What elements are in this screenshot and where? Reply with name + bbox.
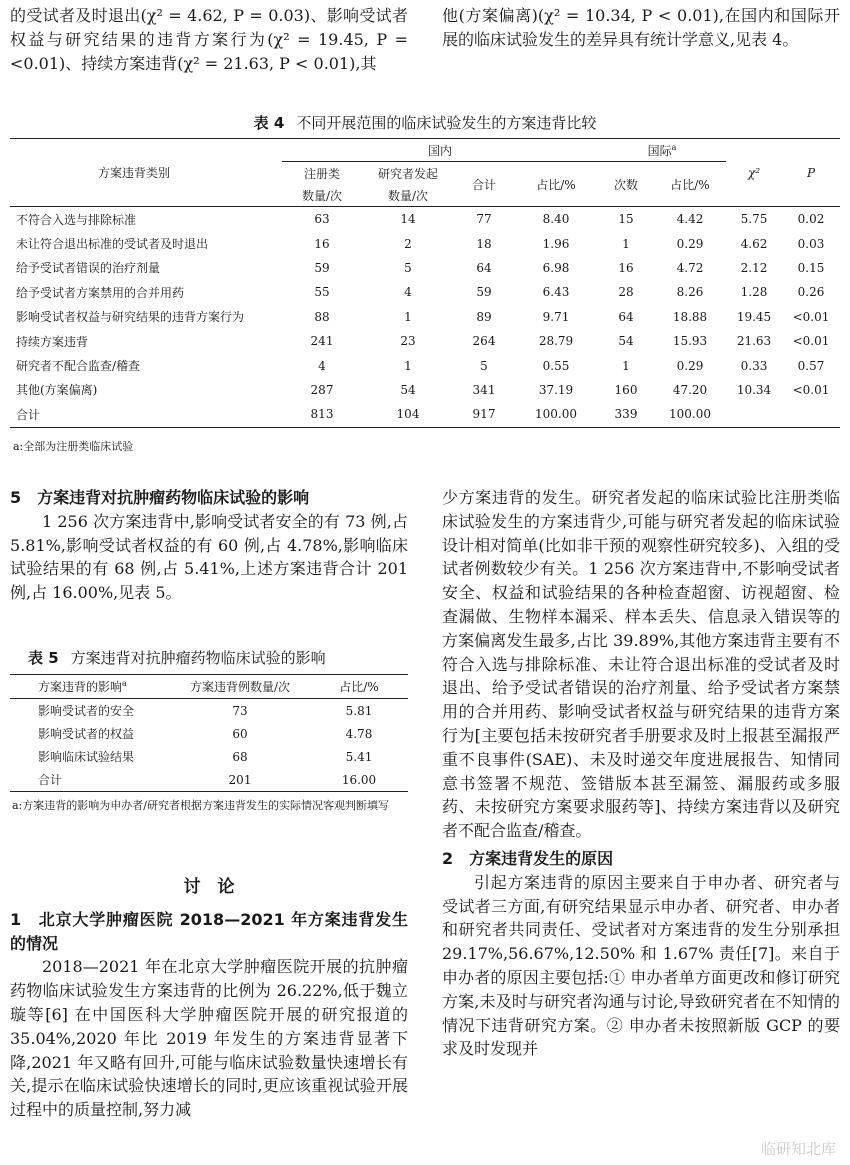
table4-cell: 5 <box>404 260 412 275</box>
table4-cell: 54 <box>400 382 416 397</box>
table4-row-label: 给予受试者错误的治疗剂量 <box>16 261 161 276</box>
discussion-paragraph-1: 2018—2021 年在北京大学肿瘤医院开展的抗肿瘤药物临床试验发生方案违背的比例为 26.22%,低于魏立璇等[6] 在中国医科大学肿瘤医院开展的研究报道的 35.04%,2020 年比 2019 年发生的方案违背显著下降,2021 年又略有回升,可能与临床试验数量快速增长有关,提示在临床试验快速增长的同时,更应该重视试验开展过程中的质量控制,努力减 <box>10 957 408 1120</box>
table4-cell: 47.20 <box>672 382 708 397</box>
table4-cell: 100.00 <box>514 402 598 427</box>
table4-cell: 0.15 <box>797 260 825 275</box>
table4-cell: 37.19 <box>538 382 574 397</box>
right-heading-2: 2 方案违背发生的原因 <box>442 848 614 868</box>
table4-cell: 287 <box>310 382 334 397</box>
table4-cell: 341 <box>472 382 496 397</box>
table5-cell: 68 <box>232 749 248 764</box>
right-paragraph-1: 少方案违背的发生。研究者发起的临床试验比注册类临床试验发生的方案违背少,可能与研究者发起的临床试验设计相对简单(比如非干预的观察性研究较多)、入组的受试者例数较少有关。1 256 次方案违背中,不影响受试者安全、权益和试验结果的各种检查超窗、访视超窗、检查漏做、生物样本漏采、样本丢失、信息录入错误等的方案偏离发生最多,占比 39.89%,其他方案违背主要有不符合入选与排除标准、未让符合退出标准的受试者及时退出、给予受试者错误的治疗剂量、给予受试者方案禁用的合并用药、影响受试者权益与研究结果的违背方案行为[主要包括未按研究者手册要求及时上报甚至漏报严重不良事件(SAE)、未及时递交年度进展报告、知情同意书签署不规范、签错版本甚至漏签、漏服药或多服药、未按研究方案要求服药等]、持续方案违背以及研究者不配合监查/稽查。 <box>442 488 840 841</box>
discussion-title: 讨 论 <box>183 877 235 897</box>
table4-header-total: 合计 <box>454 162 514 207</box>
right-column-lower <box>442 486 840 1061</box>
watermark-logo: 临研知北库 <box>760 1140 836 1158</box>
table5 <box>10 674 408 792</box>
table4-header-category: 方案违背类别 <box>10 139 282 207</box>
table4-cell: 18.88 <box>672 309 708 324</box>
table4-cell: 59 <box>476 285 492 300</box>
table4-cell: 1 <box>622 358 630 373</box>
table4-cell: 4 <box>318 358 326 373</box>
table4-cell: 1.96 <box>542 236 570 251</box>
table4-row-label: 不符合入选与排除标准 <box>16 212 137 227</box>
table4-cell: 64 <box>618 309 634 324</box>
table4-cell <box>726 402 782 427</box>
table4-cell: 18 <box>476 236 492 251</box>
table4-cell: 0.26 <box>797 285 825 300</box>
table4-row <box>10 280 840 304</box>
table5-row <box>10 768 408 792</box>
table4-cell: 160 <box>614 382 638 397</box>
table4-cell: <0.01 <box>792 334 830 349</box>
table4-header-reg-2: 数量/次 <box>282 184 362 207</box>
table4-cell: 89 <box>476 309 492 324</box>
table5-cell: 201 <box>170 768 310 792</box>
table4-cell: 339 <box>598 402 654 427</box>
table4-label: 表 4 <box>253 114 285 132</box>
table4-row <box>10 231 840 255</box>
table4-cell: 64 <box>476 260 492 275</box>
table5-cell: 5.81 <box>345 703 373 718</box>
table4-cell: 1 <box>404 358 412 373</box>
table4-cell: 23 <box>400 334 416 349</box>
table4-row <box>10 378 840 402</box>
table4-cell: 55 <box>314 285 330 300</box>
table5-row <box>10 745 408 768</box>
table4-cell: 59 <box>314 260 330 275</box>
table4-cell: 6.98 <box>542 260 570 275</box>
table4-cell: 4.42 <box>676 212 704 227</box>
table5-row-label: 影响临床试验结果 <box>38 750 135 764</box>
table5-cell: 4.78 <box>345 726 373 741</box>
table4-cell: 10.34 <box>736 382 772 397</box>
table4-cell: 1.28 <box>740 285 768 300</box>
table4-cell: 5.75 <box>740 212 768 227</box>
table5-header-pct: 占比/% <box>310 675 408 699</box>
table4-cell: 54 <box>618 334 634 349</box>
discussion-block <box>10 876 408 1122</box>
table4-row <box>10 329 840 353</box>
table4-caption <box>0 112 850 133</box>
table4-row-label: 合计 <box>10 402 282 427</box>
section5-heading: 5 方案违背对抗肿瘤药物临床试验的影响 <box>10 488 310 507</box>
table4-cell <box>782 402 840 427</box>
table4-cell: 5 <box>480 358 488 373</box>
table5-footnote: a:方案违背的影响为申办者/研究者根据方案违背发生的实际情况客观判断填写 <box>12 799 389 812</box>
table4-cell: 0.57 <box>797 358 825 373</box>
table5-cell: 16.00 <box>310 768 408 792</box>
table4-cell: 19.45 <box>736 309 772 324</box>
table4-header-intl-count: 次数 <box>598 162 654 207</box>
table4-row <box>10 207 840 232</box>
table4-row <box>10 256 840 280</box>
table5-caption <box>28 647 326 668</box>
table4-cell: 0.02 <box>797 212 825 227</box>
table4-header-intl-pct: 占比/% <box>654 162 726 207</box>
table4-row <box>10 353 840 377</box>
top-right-paragraph: 他(方案偏离)(χ² = 10.34, P < 0.01),在国内和国际开展的临床试验发生的差异具有统计学意义,见表 4。 <box>442 6 840 49</box>
table4-cell: 1 <box>404 309 412 324</box>
table4-cell: 15.93 <box>672 334 708 349</box>
table5-row <box>10 699 408 723</box>
table4-cell: 241 <box>310 334 334 349</box>
table4-cell: 813 <box>282 402 362 427</box>
table4-cell: 8.40 <box>542 212 570 227</box>
table4-header-international: 国际$^a$ <box>598 139 726 162</box>
discussion-heading-1: 1 北京大学肿瘤医院 2018—2021 年方案违背发生的情况 <box>10 909 408 953</box>
top-left-column <box>10 4 408 75</box>
table4-row-label: 研究者不配合监查/稽查 <box>16 359 141 374</box>
table4-cell: <0.01 <box>792 382 830 397</box>
table4-cell: 15 <box>618 212 634 227</box>
table4-cell: 2.12 <box>740 260 768 275</box>
table4-cell: 4 <box>404 285 412 300</box>
table4-row-label: 给予受试者方案禁用的合并用药 <box>16 285 185 300</box>
section5-body: 1 256 次方案违背中,影响受试者安全的有 73 例,占 5.81%,影响受试者权益的有 60 例,占 4.78%,影响临床试验结果的有 68 例,占 5.41%,上述方案违背合计 201 例,占 16.00%,见表 5。 <box>10 511 408 603</box>
table4-row-label: 持续方案违背 <box>16 334 89 349</box>
table4-cell: 0.55 <box>542 358 570 373</box>
table4-cell: 104 <box>362 402 454 427</box>
table4-cell: 16 <box>618 260 634 275</box>
left-column-lower <box>10 486 408 605</box>
table4-cell: 4.62 <box>740 236 768 251</box>
table4-cell: 9.71 <box>542 309 570 324</box>
table5-header-effect: 方案违背的影响$^a$ <box>10 675 170 699</box>
table4-title: 不同开展范围的临床试验发生的方案违背比较 <box>296 114 597 132</box>
table4-cell: 264 <box>472 334 496 349</box>
table4-cell: 28 <box>618 285 634 300</box>
table4-cell: 6.43 <box>542 285 570 300</box>
table4-header-inv-1: 研究者发起 <box>377 166 438 181</box>
table5-row-label: 影响受试者的权益 <box>38 727 135 741</box>
table4-header-chi: χ² <box>726 139 782 207</box>
table5-title: 方案违背对抗肿瘤药物临床试验的影响 <box>70 649 326 667</box>
table4-cell: 0.29 <box>676 236 704 251</box>
top-right-column <box>442 4 840 52</box>
table4-header-pct: 占比/% <box>514 162 598 207</box>
table5-cell: 73 <box>232 703 248 718</box>
table4-cell: 1 <box>622 236 630 251</box>
table4-cell: 63 <box>314 212 330 227</box>
table4-cell: 2 <box>404 236 412 251</box>
table4-cell: 100.00 <box>654 402 726 427</box>
table4-cell: 0.03 <box>797 236 825 251</box>
table4-cell: <0.01 <box>792 309 830 324</box>
table4-cell: 4.72 <box>676 260 704 275</box>
table4 <box>10 138 840 428</box>
table4-cell: 917 <box>454 402 514 427</box>
table4-header-p: P <box>782 139 840 207</box>
table5-row-label: 影响受试者的安全 <box>38 704 135 718</box>
table5-cell: 5.41 <box>345 749 373 764</box>
table5-row-label: 合计 <box>10 768 170 792</box>
table4-cell: 88 <box>314 309 330 324</box>
right-paragraph-2: 引起方案违背的原因主要来自于申办者、研究者与受试者三方面,有研究结果显示申办者、研究者、申办者和研究者共同责任、受试者对方案违背的发生分别承担 29.17%,56.67%,12.50% 和 1.67% 责任[7]。来自于申办者的原因主要包括:① 申办者单方面更改和修订研究方案,未及时与研究者沟通与讨论,导致研究者在不知情的情况下违背研究方案。② 申办者未按照新版 GCP 的要求及时发现并 <box>442 872 840 1059</box>
table4-row-label: 影响受试者权益与研究结果的违背方案行为 <box>16 310 245 325</box>
table4-row <box>10 305 840 329</box>
table5-label: 表 5 <box>28 649 59 667</box>
table4-header-inv-2: 数量/次 <box>362 184 454 207</box>
table4-cell: 8.26 <box>676 285 704 300</box>
table4-cell: 21.63 <box>736 334 772 349</box>
table4-cell: 0.33 <box>740 358 768 373</box>
table4-cell: 0.29 <box>676 358 704 373</box>
top-left-paragraph: 的受试者及时退出(χ² = 4.62, P = 0.03)、影响受试者权益与研究结果的违背方案行为(χ² = 19.45, P = <0.01)、持续方案违背(χ² = 21.63, P < 0.01),其 <box>10 6 408 73</box>
table4-cell: 77 <box>476 212 492 227</box>
table4-row <box>10 402 840 427</box>
table4-cell: 16 <box>314 236 330 251</box>
table4-header-domestic: 国内 <box>282 139 598 162</box>
table4-footnote: a:全部为注册类临床试验 <box>13 440 134 453</box>
table4-header-reg-1: 注册类 <box>303 166 340 181</box>
table4-cell: 14 <box>400 212 416 227</box>
table4-row-label: 未让符合退出标准的受试者及时退出 <box>16 237 209 252</box>
table4-cell: 28.79 <box>538 334 574 349</box>
table5-cell: 60 <box>232 726 248 741</box>
table4-row-label: 其他(方案偏离) <box>16 383 98 398</box>
table5-header-count: 方案违背例数量/次 <box>170 675 310 699</box>
table5-row <box>10 722 408 745</box>
